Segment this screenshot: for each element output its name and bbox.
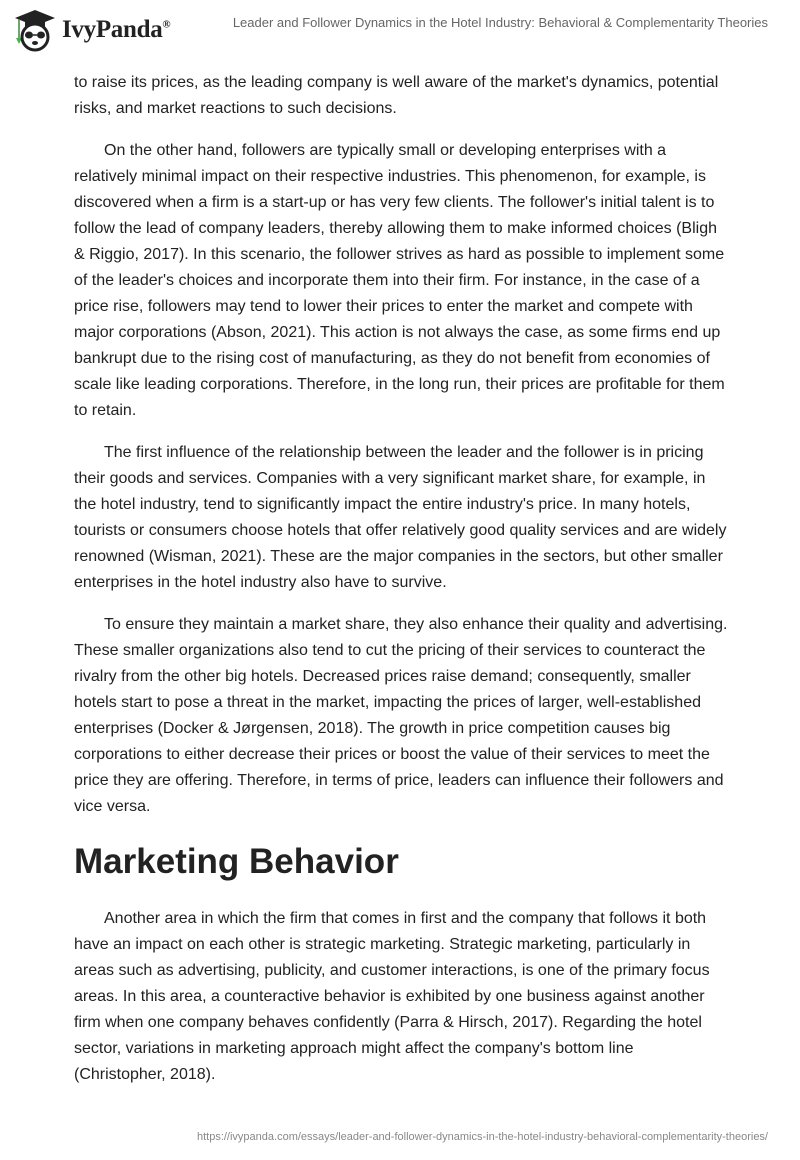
ivypanda-logo[interactable]: [14, 8, 170, 52]
paragraph: Another area in which the firm that comes in first and the company that follows it both have an impact on each other is strategic marketing. Strategic marketing, particularly in areas such as advertising, publicity, and customer interactions, is one of the primary focus areas. In this area, a counteractive behavior is exhibited by one business against another firm when one company behaves confidently (Parra & Hirsch, 2017). Regarding the hotel sector, variations in marketing approach might affect the company's bottom line (Christopher, 2018).: [74, 910, 710, 1083]
paragraph: to raise its prices, as the leading company is well aware of the market's dynamics, potential risks, and market reactions to such decisions.: [74, 74, 719, 117]
logo-text: IvyPanda: [62, 16, 163, 43]
page-header: [0, 0, 800, 60]
panda-graduate-icon: [14, 8, 56, 52]
section-heading: Marketing Behavior: [74, 842, 399, 881]
paragraph: The first influence of the relationship between the leader and the follower is in pricing their goods and services. Companies with a very significant market share, for example, in the hotel industry, tend to significantly impact the entire industry's price. In many hotels, tourists or consumers choose hotels that offer relatively good quality services and are widely renowned (Wisman, 2021). These are the major companies in the sectors, but other smaller enterprises in the hotel industry also have to survive.: [74, 444, 727, 591]
essay-content: [74, 70, 729, 1104]
paragraph: To ensure they maintain a market share, they also enhance their quality and advertising. These smaller organizations also tend to cut the pricing of their services to counteract the rivalry from the other big hotels. Decreased prices raise demand; consequently, smaller hotels start to pose a threat in the market, impacting the prices of larger, well-established enterprises (Docker & Jørgensen, 2018). The growth in price competition causes big corporations to either decrease their prices or boost the value of their services to meet the price they are offering. Therefore, in terms of price, leaders can influence their followers and vice versa.: [74, 616, 728, 815]
paragraph: On the other hand, followers are typically small or developing enterprises with a relatively minimal impact on their respective industries. This phenomenon, for example, is discovered when a firm is a start-up or has very few clients. The follower's initial talent is to follow the lead of company leaders, thereby allowing them to make informed choices (Bligh & Riggio, 2017). In this scenario, the follower strives as hard as possible to implement some of the leader's choices and incorporate them into their firm. For instance, in the case of a price rise, followers may tend to lower their prices to enter the market and compete with major corporations (Abson, 2021). This action is not always the case, as some firms end up bankrupt due to the rising cost of manufacturing, as they do not benefit from economies of scale like leading corporations. Therefore, in the long run, their prices are profitable for them to retain.: [74, 142, 725, 419]
source-url[interactable]: https://ivypanda.com/essays/leader-and-follower-dynamics-in-the-hotel-industry-behavioral-complementarity-theories/: [196, 1131, 768, 1143]
registered-mark: ®: [162, 18, 171, 31]
document-title: Leader and Follower Dynamics in the Hotel Industry: Behavioral & Complementarity Theories: [232, 15, 768, 30]
